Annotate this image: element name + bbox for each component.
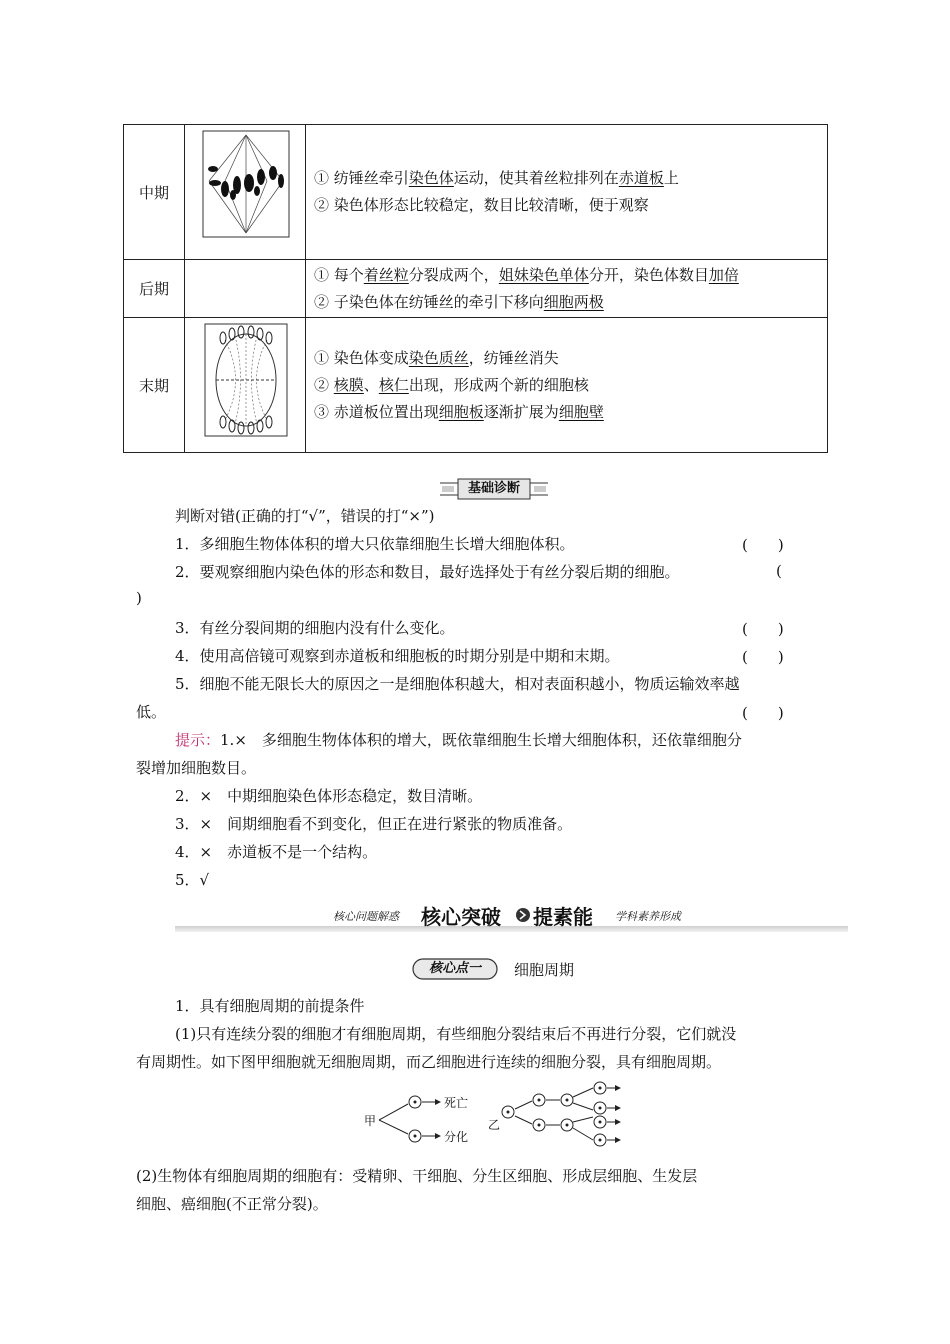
description-text: ，纺锤丝消失 [468,348,559,367]
underlined-term: 着丝粒 [363,265,409,284]
section-banner [175,900,848,936]
core-paragraph-2-cont: 细胞、癌细胞(不正常分裂)。 [136,1195,328,1213]
answer-blank-2-open[interactable]: ( [776,562,782,580]
answer-blank-5[interactable]: ( ) [742,704,784,722]
answer-blank-2-close: ) [136,589,142,607]
description-line [314,345,827,372]
underlined-term: 姐妹染色单体 [498,265,589,284]
banner-underline [175,926,848,932]
label-death: 死亡 [444,1096,469,1110]
phase-name: 后期 [124,260,185,318]
banner-main-left: 核心突破 [421,905,501,929]
core-point-title: 细胞周期 [514,961,575,979]
hint-2: 2．× 中期细胞染色体形态稳定，数目清晰。 [175,787,483,805]
double-arrow-icon [515,907,531,923]
diagnosis-instruction: 判断对错(正确的打“√”，错误的打“×”) [175,507,435,525]
description-text: ② [314,375,334,394]
hint-5: 5．√ [175,871,210,889]
question-2: 2．要观察细胞内染色体的形态和数目，最好选择处于有丝分裂后期的细胞。 [175,563,680,581]
banner-right-text: 学科素养形成 [615,910,681,923]
hint-3: 3．× 间期细胞看不到变化，但正在进行紧张的物质准备。 [175,815,573,833]
underlined-term: 加倍 [708,265,739,284]
description-line [314,372,827,399]
underlined-term: 细胞板 [438,402,484,421]
underlined-term: 染色质丝 [408,348,469,367]
question-1: 1．多细胞生物体体积的增大只依靠细胞生长增大细胞体积。 [175,535,575,553]
description-text: ① 每个 [314,265,364,284]
underlined-term: 赤道板 [618,169,664,187]
banner-left-text: 核心问题解惑 [333,910,399,923]
description-text: 上 [663,169,679,187]
hint-text: 1.× 多细胞生物体体积的增大，既依靠细胞生长增大细胞体积，还依靠细胞分 [220,731,742,749]
answer-blank-3[interactable]: ( ) [742,620,784,638]
hint-4: 4．× 赤道板不是一个结构。 [175,843,378,861]
hint-1 [175,730,742,750]
mitosis-phase-table [123,124,828,453]
core-paragraph-1-cont: 有周期性。如下图甲细胞就无细胞周期，而乙细胞进行连续的细胞分裂，具有细胞周期。 [136,1053,722,1071]
cell-cycle-figure [360,1080,630,1150]
table-row-metaphase [124,125,828,260]
diagnosis-heading [440,478,548,500]
description-text: ③ 赤道板位置出现 [314,402,439,421]
table-row-telophase [124,318,828,453]
description-text: 逐渐扩展为 [483,402,559,421]
description-text: 分裂成两个， [408,265,499,284]
telophase-cell-diagram [185,318,305,448]
phase-name: 中期 [124,125,185,260]
underlined-term: 核仁 [378,375,409,394]
description-text: ② 染色体形态比较稳定，数目比较清晰，便于观察 [314,196,649,214]
anaphase-diagram-cell [185,260,306,318]
core-point-badge [412,958,498,980]
underlined-term: 核膜 [333,375,364,394]
answer-blank-4[interactable]: ( ) [742,648,784,666]
underlined-term: 细胞两极 [543,292,604,311]
diagnosis-title: 基础诊断 [467,481,520,496]
label-differentiation: 分化 [444,1130,469,1144]
description-text: 分开，染色体数目 [588,265,709,284]
answer-blank-1[interactable]: ( ) [742,536,784,554]
description-line [314,262,827,289]
description-line [314,399,827,426]
description-text: 出现，形成两个新的细胞核 [408,375,589,394]
hint-1-cont: 裂增加细胞数目。 [136,759,257,777]
phase-description [306,125,828,260]
description-text: ① 染色体变成 [314,348,409,367]
core-paragraph-2: (2)生物体有细胞周期的细胞有：受精卵、干细胞、分生区细胞、形成层细胞、生发层 [136,1167,698,1185]
phase-name: 末期 [124,318,185,453]
badge-label: 核心点一 [428,961,481,976]
underlined-term: 细胞壁 [558,402,604,421]
underlined-term: 染色体 [408,169,454,187]
core-paragraph-1: (1)只有连续分裂的细胞才有细胞周期，有些细胞分裂结束后不再进行分裂，它们就没 [175,1025,737,1043]
table-row-anaphase [124,260,828,318]
telophase-diagram-cell [185,318,306,453]
description-line [314,289,827,316]
phase-description [306,318,828,453]
description-line [314,165,827,192]
description-line [314,192,827,219]
description-text: ① 纺锤丝牵引 [314,169,409,187]
phase-description [306,260,828,318]
metaphase-diagram-cell [185,125,306,260]
question-5: 5．细胞不能无限长大的原因之一是细胞体积越大，相对表面积越小，物质运输效率越 [175,675,740,693]
description-text: 运动，使其着丝粒排列在 [453,169,619,187]
label-jia: 甲 [364,1114,377,1128]
description-text: 、 [363,375,379,394]
metaphase-cell-diagram [185,125,305,255]
question-5-cont: 低。 [136,703,167,721]
cell-lineage-diagram [360,1080,630,1150]
hint-label: 提示： [175,731,221,749]
question-3: 3．有丝分裂间期的细胞内没有什么变化。 [175,619,455,637]
label-yi: 乙 [488,1118,501,1132]
description-text: ② 子染色体在纺锤丝的牵引下移向 [314,292,544,311]
core-section-1: 1．具有细胞周期的前提条件 [175,997,365,1015]
question-4: 4．使用高倍镜可观察到赤道板和细胞板的时期分别是中期和末期。 [175,647,620,665]
banner-main-right: 提素能 [533,905,593,929]
